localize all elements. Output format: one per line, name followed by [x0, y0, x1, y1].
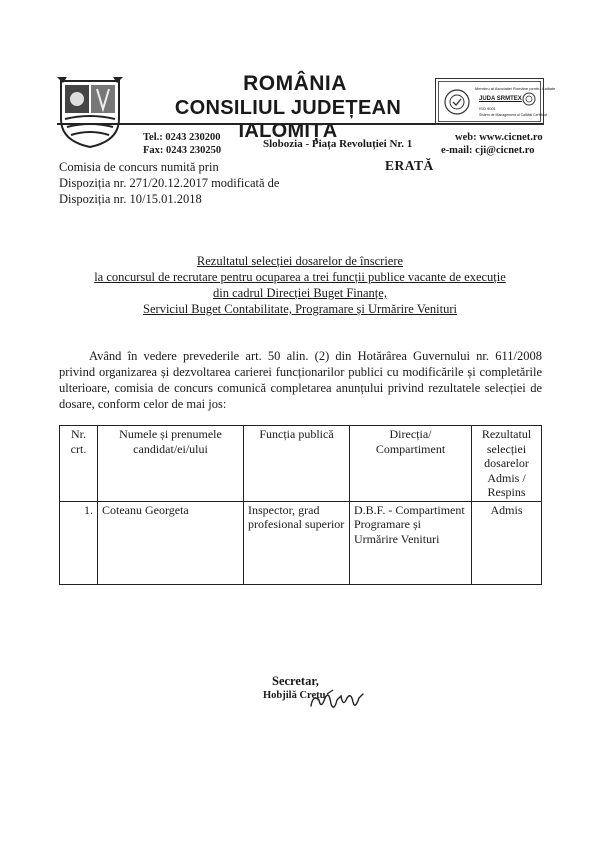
header-title-council: CONSILIUL JUDEȚEAN IALOMIȚA: [174, 97, 402, 142]
header-email[interactable]: e-mail: cji@cicnet.ro: [441, 145, 535, 156]
subject-line-1: Rezultatul selecției dosarelor de înscriere: [196, 254, 404, 268]
header-fax: Fax: 0243 230250: [143, 145, 222, 156]
signature-role: Secretar,: [272, 674, 319, 688]
certification-seal-icon: [443, 88, 471, 116]
header-result: Rezultatul selecției dosarelor Admis / Respins: [472, 426, 542, 502]
cert-description: Sistem de Management al Calității Certificat: [479, 113, 547, 117]
header-address: Slobozia - Piața Revoluției Nr. 1: [263, 138, 413, 150]
coat-of-arms-icon: [57, 75, 123, 149]
signature-name: Hobjilă Crețu: [263, 690, 326, 701]
document-subject: [60, 253, 540, 317]
body-paragraph-text: Având în vedere prevederile art. 50 alin. (2) din Hotărârea Guvernului nr. 611/2008 privind organizarea și dezvoltarea carierei funcționarilor publici cu modificările și completările ulterioare, comisia de concurs comunică completarea anunțului privind rezultatele selecției de dosare, conform celor de mai jos:: [59, 349, 542, 411]
header-function: Funcția publică: [244, 426, 350, 502]
cert-name: JUDA SRMTEX: [479, 96, 522, 102]
certification-badge: [435, 78, 556, 125]
cell-name: Coteanu Georgeta: [98, 501, 244, 584]
issuer-block: [59, 159, 279, 207]
results-table: [59, 425, 542, 585]
cell-nr: 1.: [60, 501, 98, 584]
cert-iso: ISO 9001: [479, 106, 496, 111]
header-direction: Direcția/ Compartiment: [350, 426, 472, 502]
erratum-heading: ERATĂ: [385, 158, 434, 173]
iso-seal-icon: [522, 92, 536, 106]
cert-membership-text: Membru al Asociației Române pentru Calitate: [475, 86, 556, 91]
body-paragraph: [59, 348, 542, 412]
cell-function: Inspector, grad profesional superior: [244, 501, 350, 584]
header-website[interactable]: web: www.cicnet.ro: [455, 132, 543, 143]
header-nr: Nr. crt.: [60, 426, 98, 502]
handwritten-signature-icon: [307, 686, 367, 716]
header-phone: Tel.: 0243 230200: [143, 132, 221, 143]
header-name: Numele și prenumele candidat/ei/ului: [98, 426, 244, 502]
cell-direction: D.B.F. - Compartiment Programare și Urmărire Venituri: [350, 501, 472, 584]
issuer-line-3: Dispoziția nr. 10/15.01.2018: [59, 192, 202, 206]
table-header-row: [60, 426, 542, 502]
issuer-line-1: Comisia de concurs numită prin: [59, 160, 219, 174]
cell-result: Admis: [472, 501, 542, 584]
header-title-country: ROMÂNIA: [243, 72, 347, 95]
subject-line-3: din cadrul Direcției Buget Finanțe,: [213, 286, 387, 300]
issuer-line-2: Dispoziția nr. 271/20.12.2017 modificată de: [59, 176, 280, 190]
subject-line-4: Serviciul Buget Contabilitate, Programare și Urmărire Venituri: [143, 302, 457, 316]
table-row: [60, 501, 542, 584]
subject-line-2: la concursul de recrutare pentru ocuparea a trei funcții publice vacante de execuție: [94, 270, 506, 284]
